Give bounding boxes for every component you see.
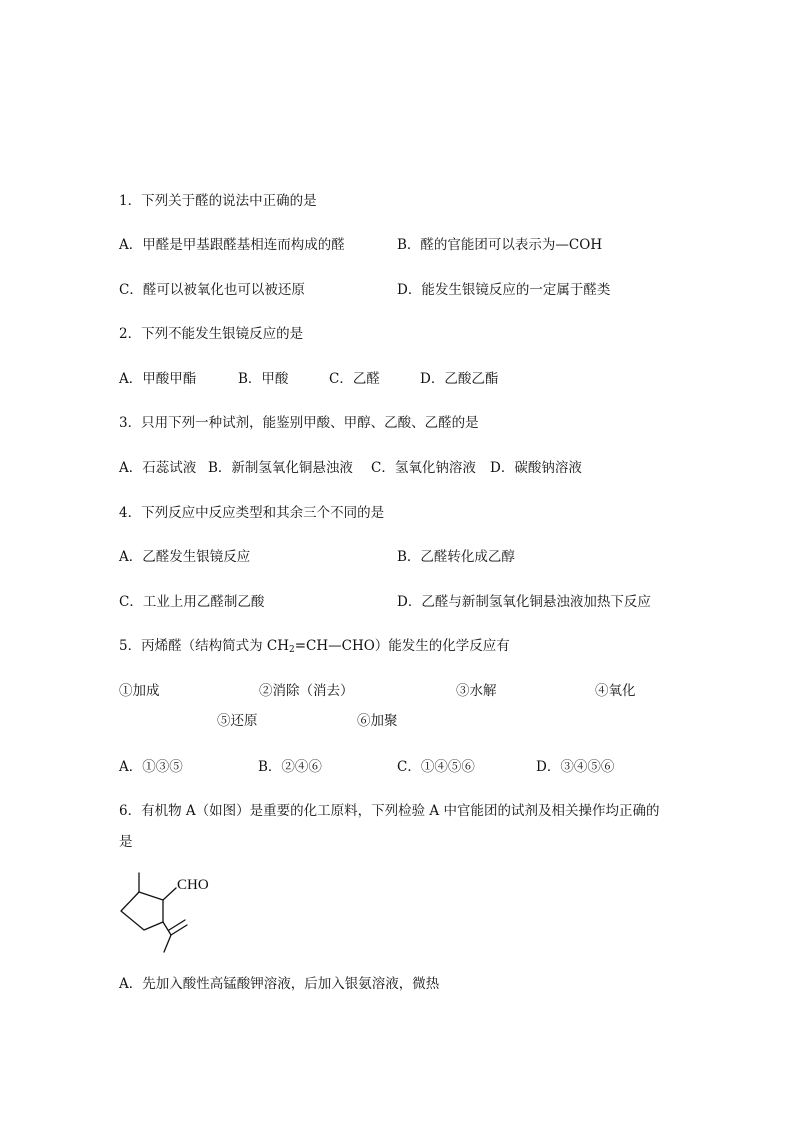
question-3-stem: 3．只用下列一种试剂，能鉴别甲酸、甲醇、乙酸、乙醛的是 — [119, 415, 479, 431]
cho-label: CHO — [177, 877, 209, 893]
question-6-stem-line-1: 6．有机物 A（如图）是重要的化工原料，下列检验 A 中官能团的试剂及相关操作均正确的 — [119, 803, 660, 819]
question-2-option-a: A．甲酸甲酯 — [119, 371, 197, 387]
isopropenyl-bond — [163, 922, 171, 935]
question-5-option-c: C．①④⑤⑥ — [397, 759, 475, 775]
question-4-option-d: D．乙醛与新制氢氧化铜悬浊液加热下反应 — [397, 594, 651, 610]
question-6-option-a: A．先加入酸性高锰酸钾溶液，后加入银氨溶液，微热 — [119, 976, 440, 992]
question-3-option-a: A．石蕊试液 — [119, 460, 197, 476]
reaction-3: ③水解 — [456, 683, 497, 699]
question-4-option-c: C．工业上用乙醛制乙酸 — [119, 594, 265, 610]
question-2-option-d: D．乙酸乙酯 — [420, 371, 499, 387]
question-3-option-b: B．新制氢氧化铜悬浊液 — [208, 460, 353, 476]
reaction-6: ⑥加聚 — [357, 713, 398, 729]
question-5-option-a: A．①③⑤ — [119, 759, 183, 775]
question-5-stem — [119, 637, 510, 659]
question-4-stem: 4．下列反应中反应类型和其余三个不同的是 — [119, 505, 385, 521]
aldehyde-bond — [163, 888, 176, 900]
question-2-stem: 2．下列不能发生银镜反应的是 — [119, 326, 304, 342]
question-2-option-c: C．乙醛 — [329, 371, 380, 387]
question-4-option-b: B．乙醛转化成乙醇 — [397, 549, 515, 565]
reaction-2: ②消除（消去） — [259, 683, 354, 699]
question-5-stem-after: =CH—CHO）能发生的化学反应有 — [294, 638, 510, 654]
question-1-stem: 1．下列关于醛的说法中正确的是 — [119, 193, 317, 209]
question-4-option-a: A．乙醛发生银镜反应 — [119, 549, 251, 565]
question-1-option-d: D．能发生银镜反应的一定属于醛类 — [397, 282, 611, 298]
question-6-stem-line-2: 是 — [119, 834, 133, 850]
question-5-stem-subscript: 2 — [288, 645, 295, 655]
question-5-option-b: B．②④⑥ — [258, 759, 322, 775]
reaction-5: ⑤还原 — [217, 713, 258, 729]
cyclopentane-ring — [121, 892, 163, 930]
question-1-option-b: B．醛的官能团可以表示为—COH — [397, 237, 603, 253]
reaction-1: ①加成 — [119, 683, 160, 699]
question-5-option-d: D．③④⑤⑥ — [536, 759, 615, 775]
question-3-option-d: D．碳酸钠溶液 — [490, 460, 582, 476]
question-1-option-a: A．甲醛是甲基跟醛基相连而构成的醛 — [119, 237, 345, 253]
molecule-structure-figure — [110, 866, 220, 958]
question-5-stem-before: 5．丙烯醛（结构简式为 CH — [119, 638, 289, 654]
question-3-option-c: C．氢氧化钠溶液 — [371, 460, 476, 476]
question-1-option-c: C．醛可以被氧化也可以被还原 — [119, 282, 305, 298]
isopropenyl-methyl-bond — [164, 935, 171, 952]
reaction-4: ④氧化 — [595, 683, 636, 699]
question-2-option-b: B．甲酸 — [238, 371, 289, 387]
